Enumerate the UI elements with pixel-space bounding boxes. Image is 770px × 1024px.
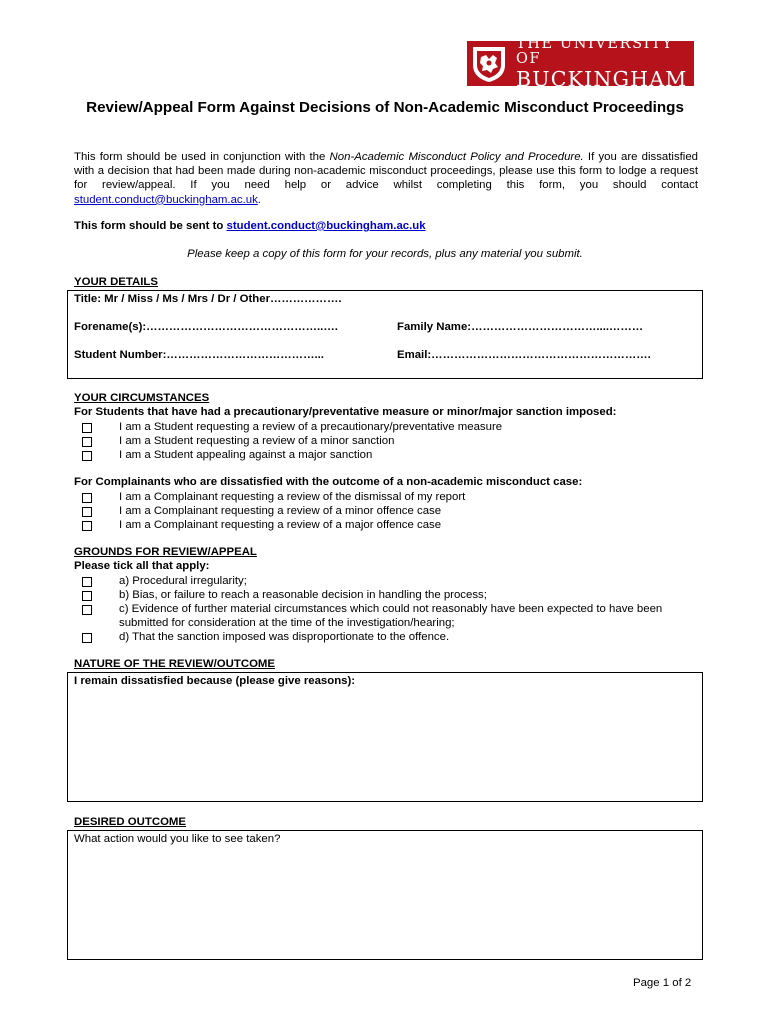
ground-option-b[interactable]: [74, 588, 679, 602]
send-instruction: [74, 220, 426, 232]
option-label: I am a Complainant requesting a review of a major offence case: [119, 519, 442, 531]
option-label: I am a Student appealing against a major sanction: [119, 449, 373, 461]
policy-name: Non-Academic Misconduct Policy and Procedure.: [329, 151, 584, 163]
complainant-option-1[interactable]: [74, 490, 679, 504]
details-box: [67, 290, 703, 379]
ground-option-c[interactable]: [74, 602, 679, 630]
checkbox[interactable]: [82, 437, 92, 447]
checkbox[interactable]: [82, 591, 92, 601]
student-number-field[interactable]: Student Number:…………………………………...: [74, 349, 324, 361]
option-label: I am a Student requesting a review of a precautionary/preventative measure: [119, 421, 503, 433]
reasons-prompt: I remain dissatisfied because (please give reasons):: [74, 675, 356, 687]
page-title: Review/Appeal Form Against Decisions of Non-Academic Misconduct Proceedings: [86, 99, 684, 116]
reasons-box[interactable]: [67, 672, 703, 802]
checkbox[interactable]: [82, 521, 92, 531]
option-label: b) Bias, or failure to reach a reasonable decision in handling the process;: [119, 589, 487, 601]
keep-copy-note: Please keep a copy of this form for your records, plus any material you submit.: [187, 248, 583, 260]
desired-prompt: What action would you like to see taken?: [74, 833, 281, 845]
desired-heading: DESIRED OUTCOME: [74, 816, 187, 828]
checkbox[interactable]: [82, 423, 92, 433]
checkbox[interactable]: [82, 577, 92, 587]
option-label: I am a Complainant requesting a review of the dismissal of my report: [119, 491, 466, 503]
title-field[interactable]: Title: Mr / Miss / Ms / Mrs / Dr / Other……………….: [74, 293, 342, 305]
complainant-option-3[interactable]: [74, 518, 679, 532]
students-subheading: For Students that have had a precautionary/preventative measure or minor/major sanction imposed:: [74, 406, 617, 418]
option-label: I am a Student requesting a review of a minor sanction: [119, 435, 395, 447]
student-option-3[interactable]: [74, 448, 679, 462]
ground-option-d[interactable]: [74, 630, 679, 644]
checkbox[interactable]: [82, 507, 92, 517]
checkbox[interactable]: [82, 633, 92, 643]
logo-line-1: THE UNIVERSITY OF: [516, 36, 674, 67]
desired-outcome-box[interactable]: [67, 830, 703, 960]
intro-paragraph: [74, 150, 698, 207]
complainants-subheading: For Complainants who are dissatisfied with the outcome of a non-academic misconduct case:: [74, 476, 583, 488]
option-label: c) Evidence of further material circumstances which could not reasonably have been expected to have been submitted for consideration at the time of the investigation/hearing;: [119, 603, 663, 629]
ground-option-a[interactable]: [74, 574, 679, 588]
intro-end: .: [257, 193, 261, 206]
circumstances-heading: YOUR CIRCUMSTANCES: [74, 392, 210, 404]
send-label: This form should be sent to: [74, 220, 227, 232]
checkbox[interactable]: [82, 605, 92, 615]
student-option-2[interactable]: [74, 434, 679, 448]
logo-line-2: BUCKINGHAM: [516, 67, 688, 92]
nature-heading: NATURE OF THE REVIEW/OUTCOME: [74, 658, 276, 670]
checkbox[interactable]: [82, 451, 92, 461]
option-label: d) That the sanction imposed was disproportionate to the offence.: [119, 631, 450, 643]
intro-text-2: If you are dissatisfied with a decision that had been made during non-academic misconduct proceedings, please use this form to lodge a request for review/appeal. If you need help or advice whilst completing this form, you should contact: [74, 151, 699, 192]
university-logo: [467, 36, 694, 92]
logo-wordmark: [516, 37, 694, 90]
student-option-1[interactable]: [74, 420, 679, 434]
option-label: I am a Complainant requesting a review of a minor offence case: [119, 505, 442, 517]
intro-text-1: This form should be used in conjunction with the: [74, 151, 330, 163]
send-email-link[interactable]: student.conduct@buckingham.ac.uk: [226, 220, 426, 232]
grounds-heading: GROUNDS FOR REVIEW/APPEAL: [74, 546, 257, 558]
university-crest-icon: [471, 44, 507, 83]
page-number: Page 1 of 2: [633, 977, 692, 989]
contact-email-link[interactable]: student.conduct@buckingham.ac.uk: [74, 193, 258, 206]
forename-field[interactable]: Forename(s):………………………………………..….: [74, 321, 338, 333]
complainant-option-2[interactable]: [74, 504, 679, 518]
details-heading: YOUR DETAILS: [74, 276, 158, 288]
family-name-field[interactable]: Family Name:……………………………....………: [397, 321, 644, 333]
tick-all-label: Please tick all that apply:: [74, 560, 210, 572]
option-label: a) Procedural irregularity;: [119, 575, 247, 587]
checkbox[interactable]: [82, 493, 92, 503]
email-field[interactable]: Email:………………………………………………….: [397, 349, 651, 361]
